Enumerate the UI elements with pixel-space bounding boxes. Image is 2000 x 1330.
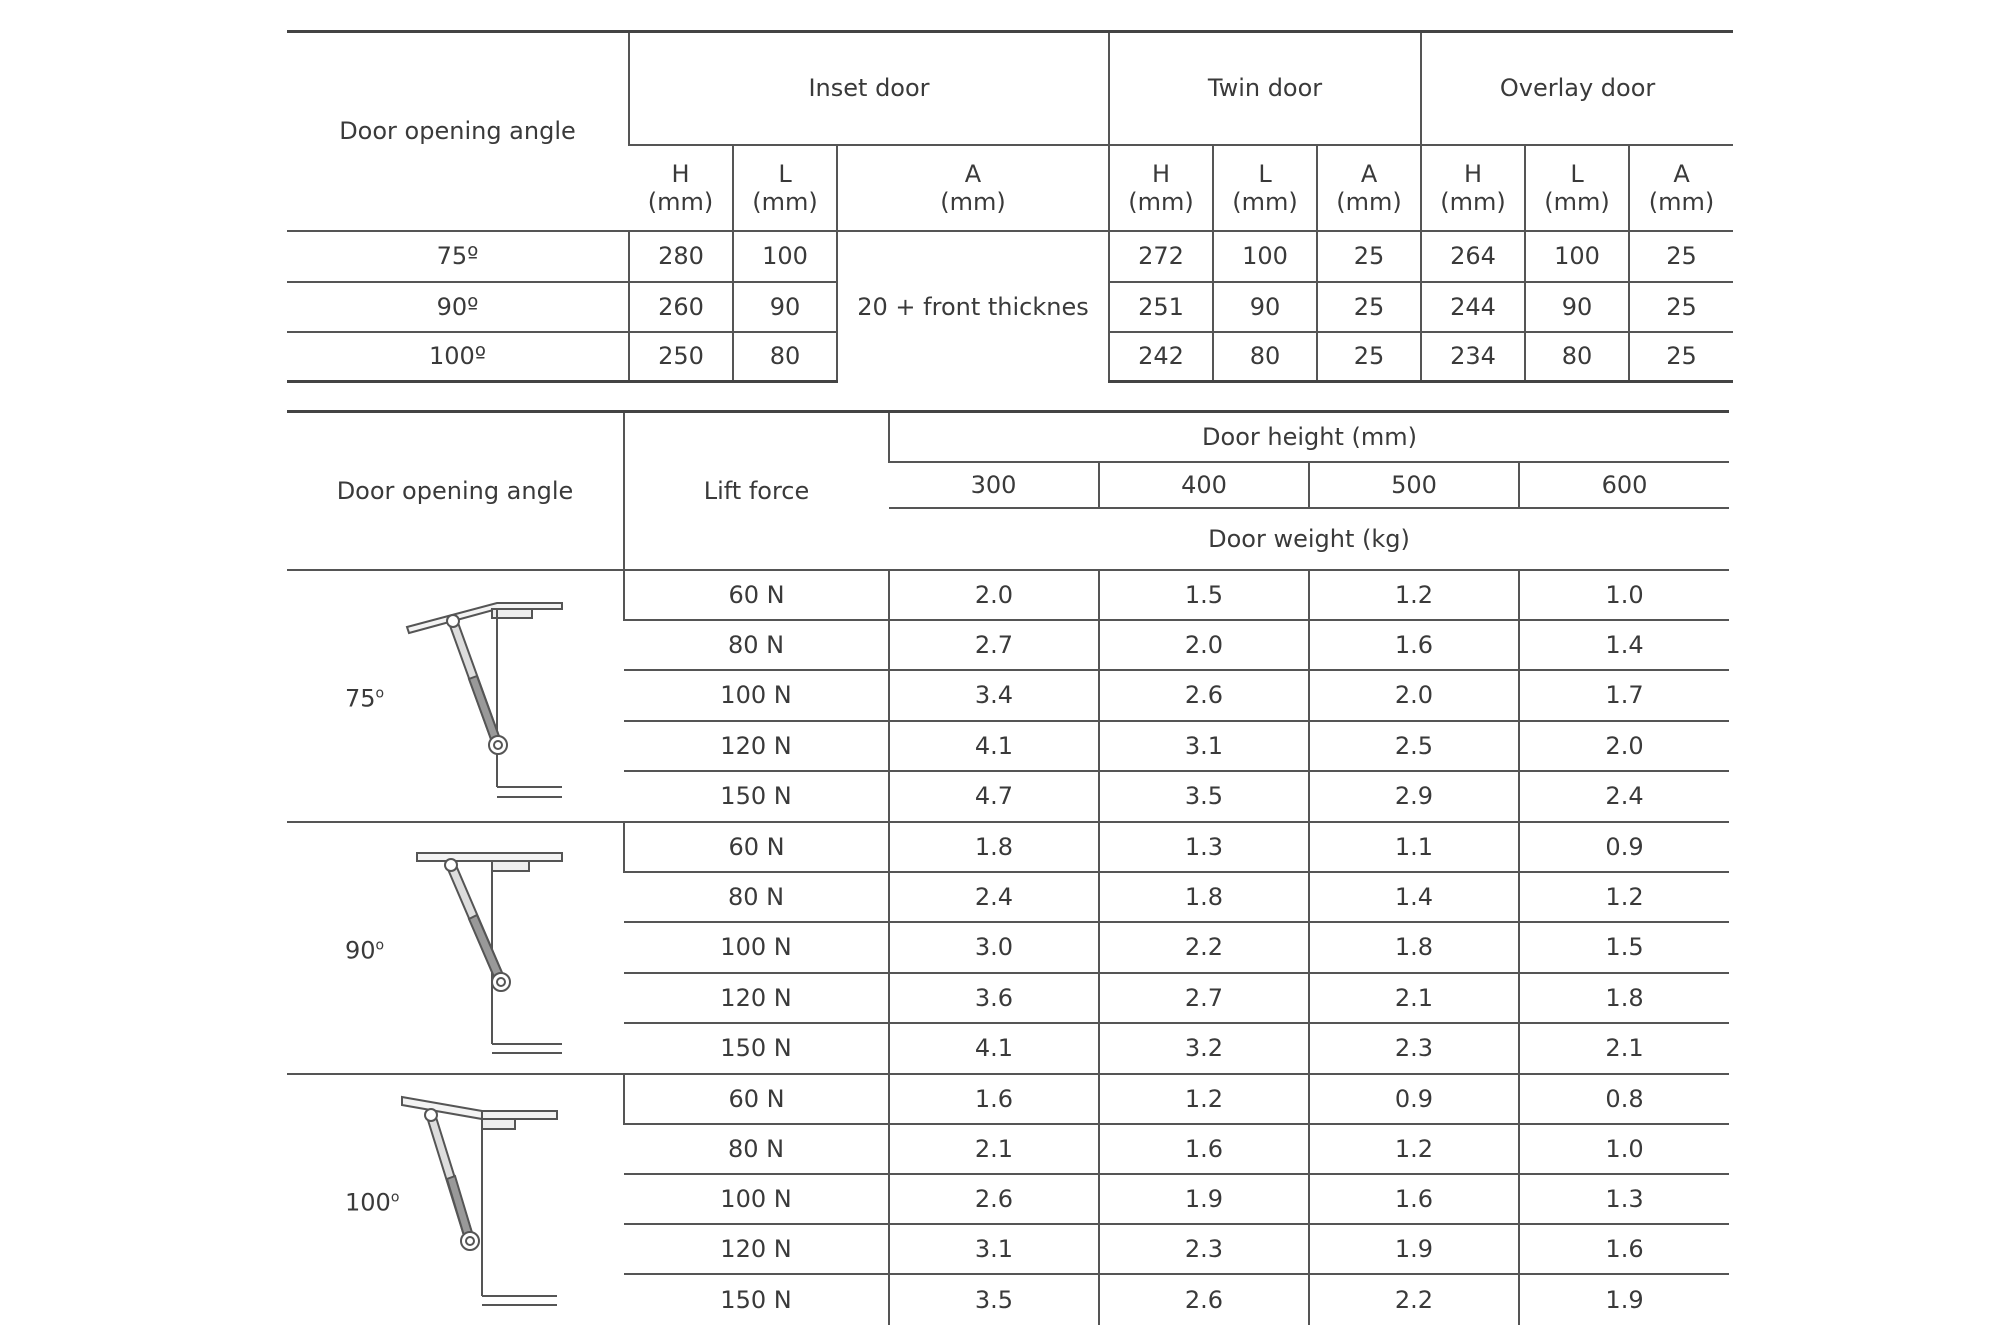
overlay-a-header: A (mm) — [1629, 145, 1733, 231]
value-cell: 25 — [1629, 231, 1733, 282]
weight-cell: 1.2 — [1519, 872, 1729, 922]
weight-cell: 1.3 — [1519, 1174, 1729, 1224]
angle-label — [345, 679, 384, 712]
weight-cell: 1.2 — [1309, 1124, 1519, 1174]
angle-value: 100 — [345, 1188, 391, 1216]
weight-cell: 1.8 — [1519, 973, 1729, 1023]
degree-symbol: o — [375, 937, 385, 953]
weight-cell: 2.4 — [1519, 771, 1729, 821]
angle-group-cell — [287, 822, 624, 1074]
angle-value: 75 — [345, 684, 376, 712]
weight-cell: 1.2 — [1099, 1074, 1309, 1124]
weight-cell: 2.5 — [1309, 721, 1519, 771]
weight-cell: 1.5 — [1519, 922, 1729, 972]
value-cell: 25 — [1317, 332, 1421, 382]
weight-cell: 0.9 — [1519, 822, 1729, 872]
mechanism-75-icon — [397, 587, 567, 818]
lift-force-cell: 100 N — [624, 670, 889, 720]
overlay-h-header: H (mm) — [1421, 145, 1525, 231]
angle-value: 90 — [345, 936, 376, 964]
weight-cell: 2.6 — [1099, 1274, 1309, 1324]
weight-cell: 1.6 — [1309, 1174, 1519, 1224]
weight-cell: 1.1 — [1309, 822, 1519, 872]
weight-cell: 1.9 — [1309, 1224, 1519, 1274]
angle-cell: 100º — [287, 332, 629, 382]
door-height-header: Door height (mm) — [889, 412, 1729, 462]
lift-force-cell: 120 N — [624, 721, 889, 771]
value-cell: 90 — [1213, 282, 1317, 332]
weight-cell: 1.6 — [889, 1074, 1099, 1124]
height-400: 400 — [1099, 462, 1309, 508]
value-cell: 264 — [1421, 231, 1525, 282]
angle-cell: 75º — [287, 231, 629, 282]
weight-cell: 1.7 — [1519, 670, 1729, 720]
twin-h-header: H (mm) — [1109, 145, 1213, 231]
value-cell: 272 — [1109, 231, 1213, 282]
weight-cell: 2.0 — [1099, 620, 1309, 670]
value-cell: 100 — [1213, 231, 1317, 282]
value-cell: 25 — [1629, 282, 1733, 332]
weight-cell: 4.1 — [889, 1023, 1099, 1073]
weight-cell: 2.1 — [889, 1124, 1099, 1174]
value-cell: 244 — [1421, 282, 1525, 332]
inset-door-header: Inset door — [629, 32, 1109, 145]
lift-force-cell: 60 N — [624, 570, 889, 620]
weight-cell: 2.2 — [1309, 1274, 1519, 1324]
mechanism-90-icon — [397, 839, 567, 1070]
value-cell: 242 — [1109, 332, 1213, 382]
value-cell: 25 — [1317, 231, 1421, 282]
inset-a-value: 20 + front thicknes — [837, 231, 1109, 382]
value-cell: 90 — [733, 282, 837, 332]
weight-cell: 3.5 — [1099, 771, 1309, 821]
weight-cell: 2.9 — [1309, 771, 1519, 821]
weight-cell: 1.4 — [1309, 872, 1519, 922]
lift-force-cell: 150 N — [624, 771, 889, 821]
twin-a-header: A (mm) — [1317, 145, 1421, 231]
twin-l-header: L (mm) — [1213, 145, 1317, 231]
lift-force-cell: 120 N — [624, 1224, 889, 1274]
weight-cell: 1.8 — [1309, 922, 1519, 972]
weight-cell: 2.2 — [1099, 922, 1309, 972]
angle-group-cell — [287, 1074, 624, 1325]
angle-cell: 90º — [287, 282, 629, 332]
value-cell: 234 — [1421, 332, 1525, 382]
mechanism-100-icon — [397, 1091, 567, 1322]
value-cell: 250 — [629, 332, 733, 382]
weight-cell: 4.7 — [889, 771, 1099, 821]
value-cell: 80 — [1525, 332, 1629, 382]
weight-cell: 1.8 — [1099, 872, 1309, 922]
overlay-l-header: L (mm) — [1525, 145, 1629, 231]
weight-cell: 2.0 — [1309, 670, 1519, 720]
weight-cell: 3.6 — [889, 973, 1099, 1023]
inset-a-header: A (mm) — [837, 145, 1109, 231]
weight-cell: 3.4 — [889, 670, 1099, 720]
weight-cell: 1.6 — [1309, 620, 1519, 670]
inset-l-header: L (mm) — [733, 145, 837, 231]
lift-force-cell: 150 N — [624, 1023, 889, 1073]
lift-force-cell: 80 N — [624, 872, 889, 922]
overlay-door-header: Overlay door — [1421, 32, 1733, 145]
weight-cell: 3.0 — [889, 922, 1099, 972]
lift-force-header: Lift force — [624, 412, 889, 570]
weight-cell: 4.1 — [889, 721, 1099, 771]
lift-force-cell: 60 N — [624, 1074, 889, 1124]
angle-label — [345, 1183, 399, 1216]
weight-cell: 2.3 — [1099, 1224, 1309, 1274]
angle-label — [345, 931, 384, 964]
lift-force-table — [287, 410, 1729, 1325]
weight-cell: 3.1 — [889, 1224, 1099, 1274]
value-cell: 80 — [733, 332, 837, 382]
table-row — [287, 570, 1729, 620]
angle-header: Door opening angle — [287, 32, 629, 231]
weight-cell: 1.5 — [1099, 570, 1309, 620]
lift-force-cell: 80 N — [624, 620, 889, 670]
weight-cell: 3.5 — [889, 1274, 1099, 1324]
weight-cell: 0.8 — [1519, 1074, 1729, 1124]
weight-cell: 1.8 — [889, 822, 1099, 872]
weight-cell: 1.9 — [1519, 1274, 1729, 1324]
angle-header: Door opening angle — [287, 412, 624, 570]
table-row — [287, 1074, 1729, 1124]
angle-group-cell — [287, 570, 624, 822]
lift-force-cell: 120 N — [624, 973, 889, 1023]
dimensions-table — [287, 30, 1733, 383]
weight-cell: 2.7 — [889, 620, 1099, 670]
weight-cell: 3.2 — [1099, 1023, 1309, 1073]
weight-cell: 2.4 — [889, 872, 1099, 922]
weight-cell: 3.1 — [1099, 721, 1309, 771]
weight-cell: 1.0 — [1519, 570, 1729, 620]
weight-cell: 2.0 — [889, 570, 1099, 620]
lift-force-cell: 100 N — [624, 1174, 889, 1224]
weight-cell: 2.1 — [1309, 973, 1519, 1023]
value-cell: 251 — [1109, 282, 1213, 332]
weight-cell: 1.2 — [1309, 570, 1519, 620]
table-row — [287, 231, 1733, 282]
value-cell: 100 — [733, 231, 837, 282]
degree-symbol: o — [375, 685, 385, 701]
weight-cell: 2.6 — [889, 1174, 1099, 1224]
weight-cell: 2.7 — [1099, 973, 1309, 1023]
degree-symbol: o — [390, 1189, 400, 1205]
lift-force-cell: 150 N — [624, 1274, 889, 1324]
value-cell: 25 — [1317, 282, 1421, 332]
weight-cell: 1.0 — [1519, 1124, 1729, 1174]
height-500: 500 — [1309, 462, 1519, 508]
lift-force-cell: 100 N — [624, 922, 889, 972]
inset-h-header: H (mm) — [629, 145, 733, 231]
value-cell: 280 — [629, 231, 733, 282]
height-300: 300 — [889, 462, 1099, 508]
weight-cell: 0.9 — [1309, 1074, 1519, 1124]
twin-door-header: Twin door — [1109, 32, 1421, 145]
weight-cell: 2.3 — [1309, 1023, 1519, 1073]
weight-cell: 1.6 — [1519, 1224, 1729, 1274]
value-cell: 25 — [1629, 332, 1733, 382]
weight-cell: 2.0 — [1519, 721, 1729, 771]
table-row — [287, 822, 1729, 872]
door-weight-header: Door weight (kg) — [889, 508, 1729, 570]
weight-cell: 1.6 — [1099, 1124, 1309, 1174]
value-cell: 80 — [1213, 332, 1317, 382]
lift-force-cell: 80 N — [624, 1124, 889, 1174]
value-cell: 260 — [629, 282, 733, 332]
weight-cell: 1.4 — [1519, 620, 1729, 670]
lift-force-cell: 60 N — [624, 822, 889, 872]
weight-cell: 2.1 — [1519, 1023, 1729, 1073]
value-cell: 100 — [1525, 231, 1629, 282]
value-cell: 90 — [1525, 282, 1629, 332]
weight-cell: 2.6 — [1099, 670, 1309, 720]
weight-cell: 1.3 — [1099, 822, 1309, 872]
weight-cell: 1.9 — [1099, 1174, 1309, 1224]
height-600: 600 — [1519, 462, 1729, 508]
